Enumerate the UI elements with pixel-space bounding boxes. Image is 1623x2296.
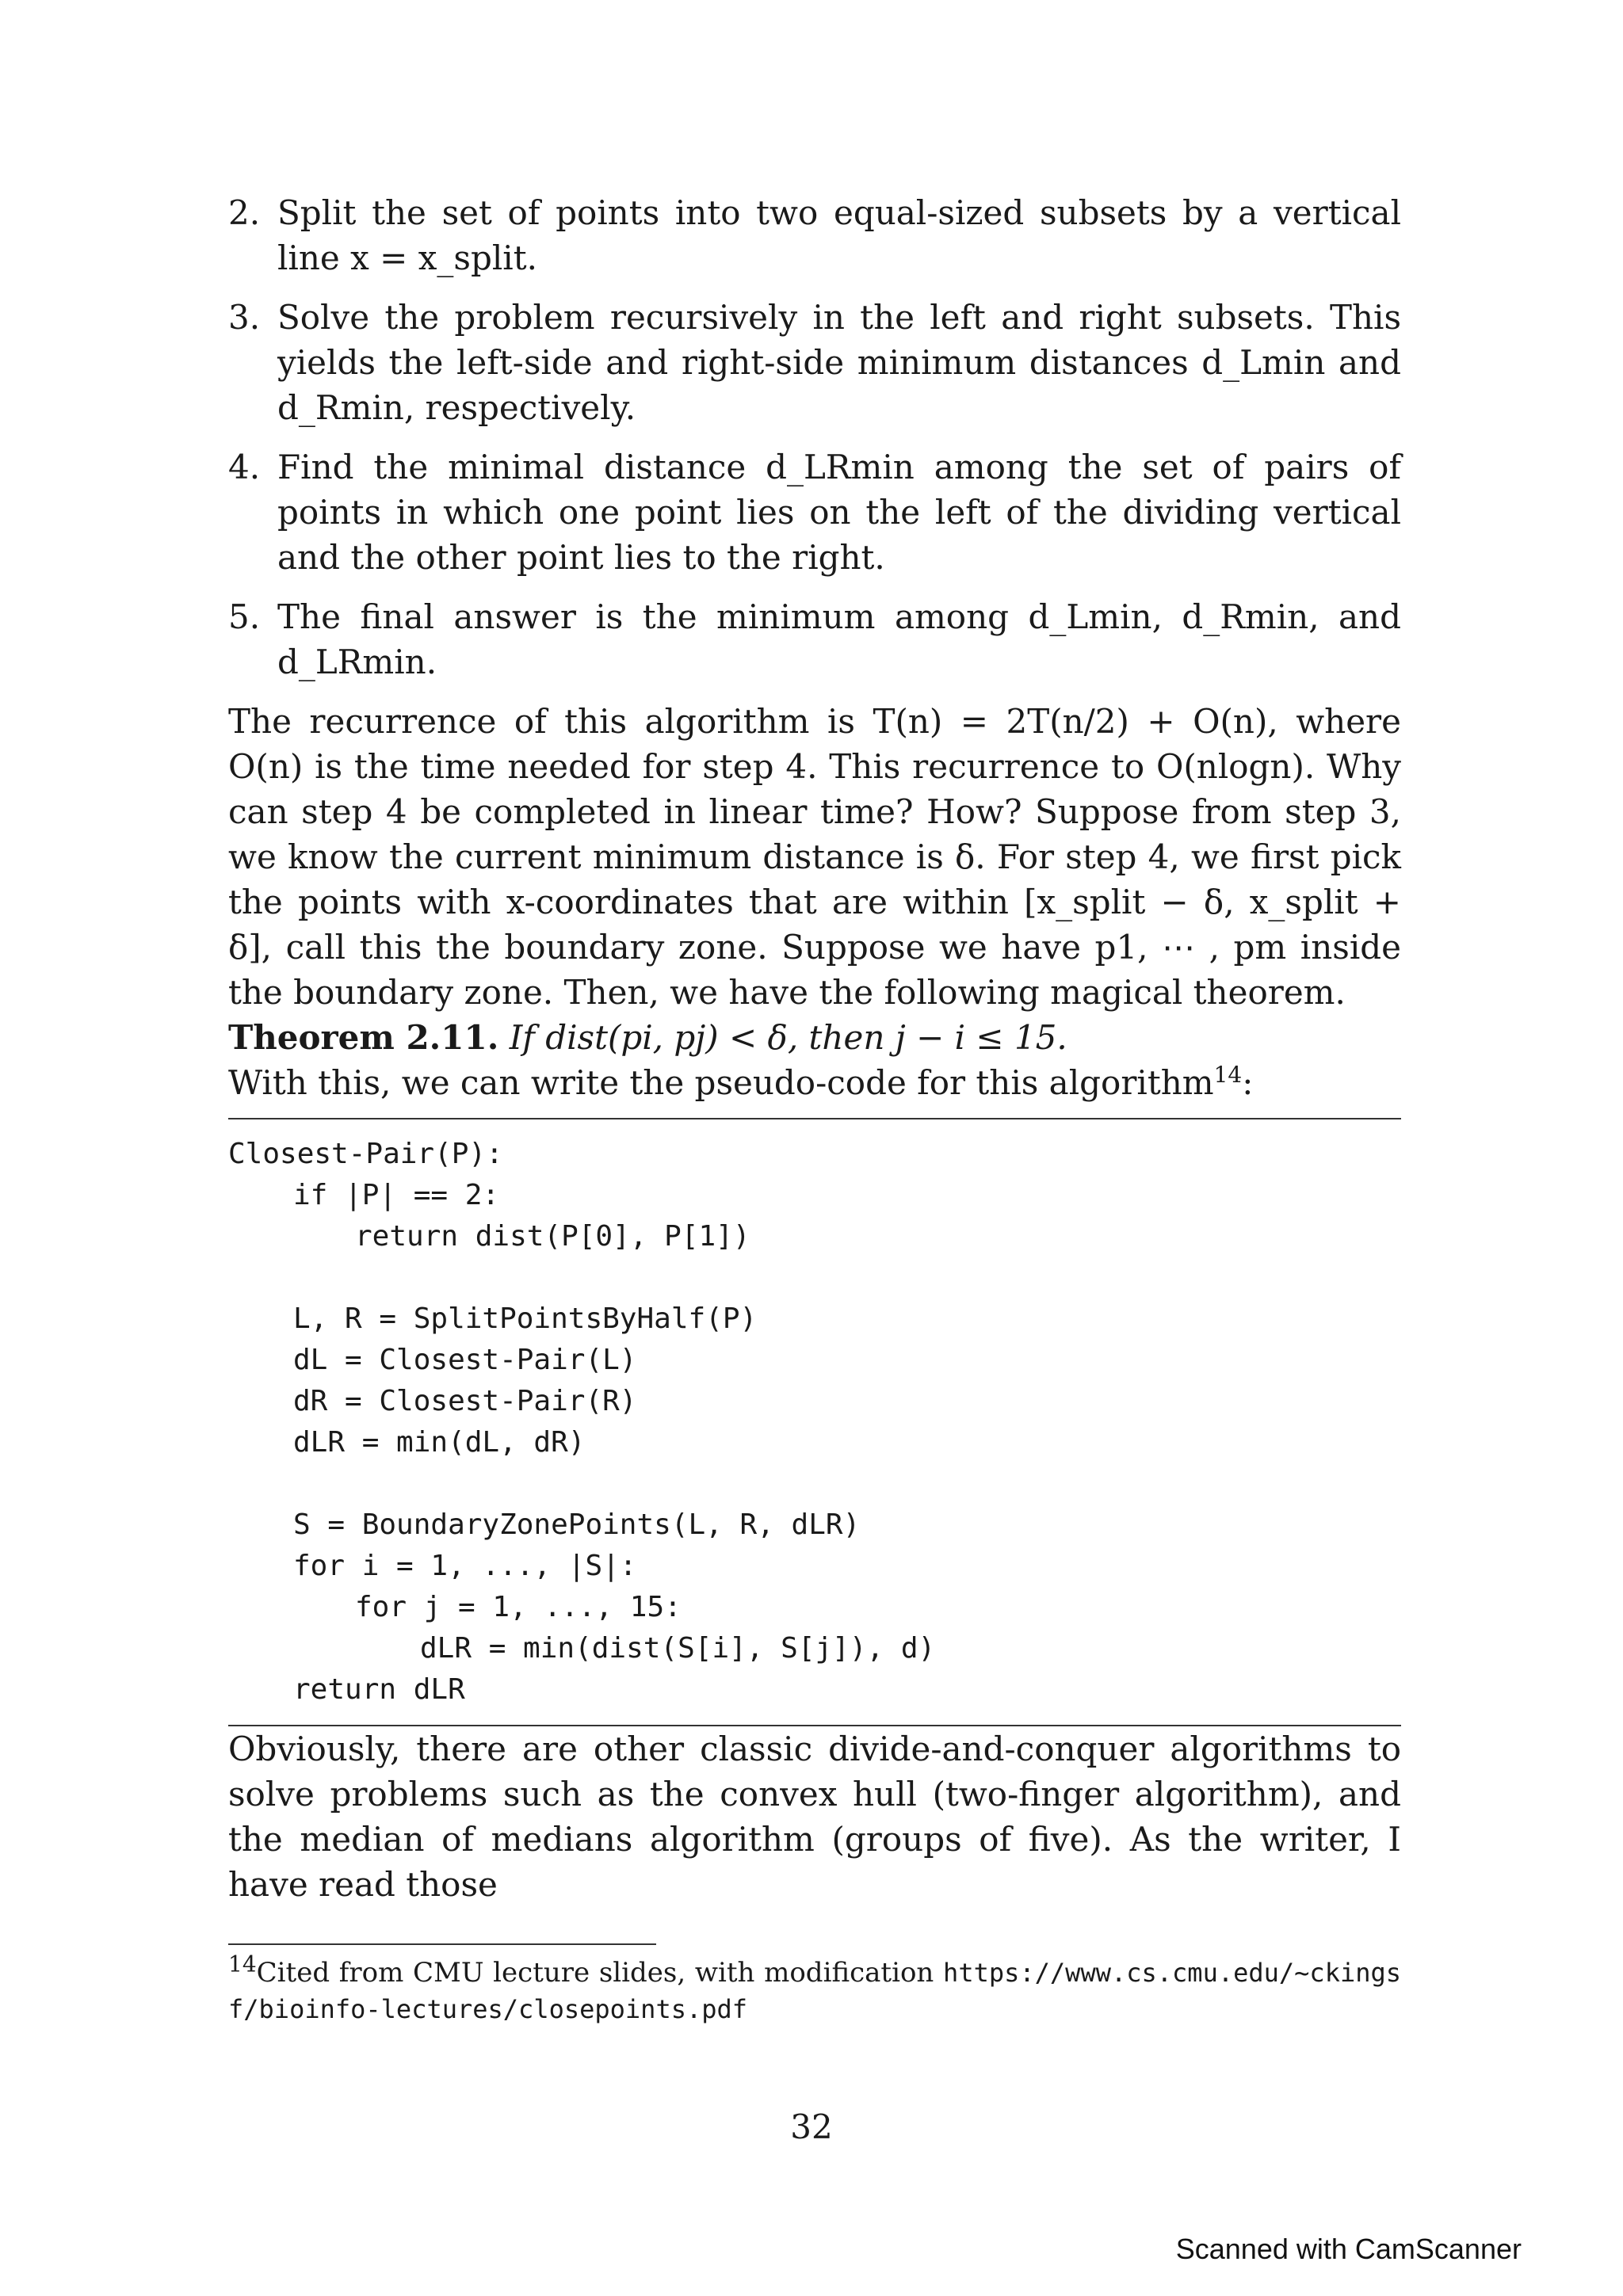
scanner-watermark: Scanned with CamScanner	[1175, 2233, 1522, 2265]
code-line: dLR = min(dist(S[i], S[j]), d)	[420, 1632, 936, 1665]
step-number: 2.	[228, 193, 261, 232]
theorem-statement: If dist(pi, pj) < δ, then j − i ≤ 15.	[509, 1018, 1067, 1057]
step-number: 5.	[228, 597, 261, 636]
code-line: for j = 1, ..., 15:	[355, 1591, 682, 1623]
pseudocode-block	[228, 1134, 1401, 1711]
code-line: return dLR	[293, 1673, 465, 1706]
code-line: S = BoundaryZonePoints(L, R, dLR)	[293, 1508, 861, 1541]
step-item	[228, 594, 1401, 685]
algorithm-steps	[228, 190, 1401, 685]
code-line: dR = Closest-Pair(R)	[293, 1385, 637, 1417]
theorem	[228, 1015, 1401, 1060]
step-item	[228, 190, 1401, 280]
code-line: dL = Closest-Pair(L)	[293, 1344, 637, 1376]
footnote-mark: 14	[228, 1951, 257, 1978]
theorem-heading: Theorem 2.11.	[228, 1018, 499, 1057]
step-text: Solve the problem recursively in the left and right subsets. This yields the left-side and right-side minimum distances d_Lmin and d_Rmin, respectively.	[277, 298, 1401, 427]
step-number: 3.	[228, 298, 261, 337]
footnote-url: https://www.cs.cmu.edu/~ckingsf/bioinfo-lectures/closepoints.pdf	[228, 1958, 1402, 2024]
code-line: L, R = SplitPointsByHalf(P)	[293, 1302, 758, 1335]
recurrence-paragraph: The recurrence of this algorithm is T(n) = 2T(n/2) + O(n), where O(n) is the time needed for step 4. This recurrence to O(nlogn). Why can step 4 be completed in linear time? How? Suppose from step 3, we know the current minimum distance is δ. For step 4, we first pick the points with x-coordinates that are within [x_split − δ, x_split + δ], call this the boundary zone. Suppose we have p1, ⋯ , pm inside the boundary zone. Then, we have the following magical theorem.	[228, 702, 1401, 1012]
pseudocode-intro-text: With this, we can write the pseudo-code for this algorithm	[228, 1063, 1214, 1102]
code-blank-line	[228, 1463, 1401, 1505]
code-line: for i = 1, ..., |S|:	[293, 1550, 637, 1582]
page-content	[228, 190, 1401, 2027]
footnote-text: Cited from CMU lecture slides, with modification	[256, 1957, 934, 1989]
pseudocode-intro	[228, 1060, 1401, 1105]
step-item	[228, 444, 1401, 580]
code-line: dLR = min(dL, dR)	[293, 1426, 586, 1459]
code-line: if |P| == 2:	[293, 1179, 500, 1211]
step-text: Split the set of points into two equal-sized subsets by a vertical line x = x_split.	[277, 193, 1401, 277]
closing-paragraph: Obviously, there are other classic divide-and-conquer algorithms to solve problems such as the convex hull (two-finger algorithm), and the median of medians algorithm (groups of five). As the writer, I have read those	[228, 1730, 1401, 1904]
pseudocode-intro-tail: :	[1242, 1063, 1254, 1102]
step-item	[228, 295, 1401, 430]
step-text: The final answer is the minimum among d_Lmin, d_Rmin, and d_LRmin.	[277, 597, 1401, 681]
footnote	[228, 1951, 1402, 2027]
step-number: 4.	[228, 448, 261, 486]
footnote-ref: 14	[1213, 1062, 1243, 1088]
code-top-rule	[228, 1118, 1401, 1119]
code-line: return dist(P[0], P[1])	[355, 1220, 750, 1253]
code-blank-line	[228, 1257, 1401, 1299]
page-number: 32	[790, 2107, 833, 2146]
footnote-rule	[228, 1943, 656, 1945]
code-line: Closest-Pair(P):	[228, 1138, 503, 1170]
step-text: Find the minimal distance d_LRmin among the set of pairs of points in which one point lies on the left of the dividing vertical and the other point lies to the right.	[277, 448, 1401, 577]
